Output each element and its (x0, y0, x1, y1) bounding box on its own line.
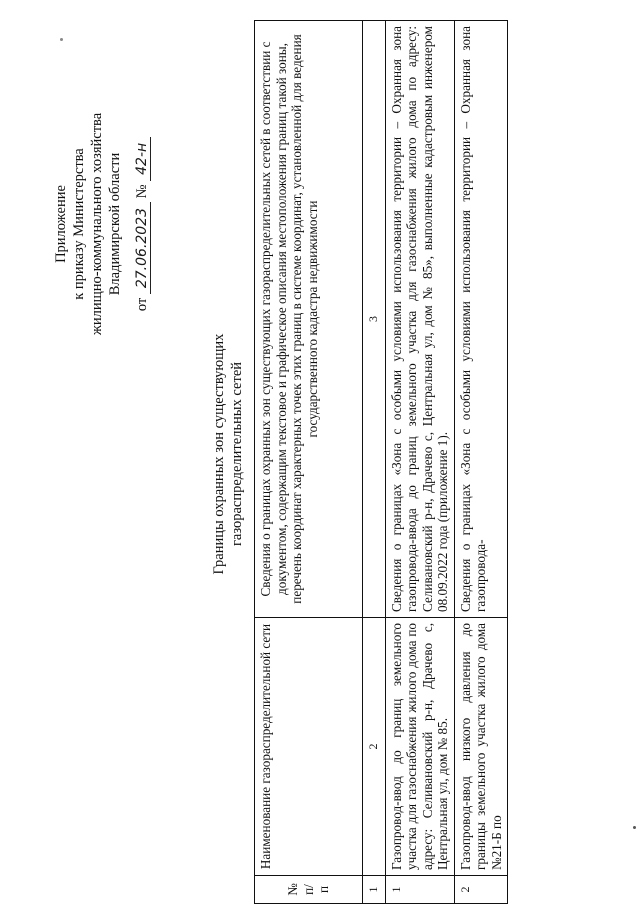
column-number: 1 (363, 876, 386, 904)
header-zone-info: Сведения о границах охранных зон существующих газораспределительных сетей в соответствии с документом, содержащим текстовое и графическое описания местоположения границ такой зоны, перечень координат характерных точек этих границ в системе координат, установленной для ведения государственного кадастра недвижимости (255, 21, 363, 618)
appendix-header (52, 74, 124, 374)
zones-table (254, 20, 508, 904)
column-number: 2 (363, 618, 386, 876)
zone-info: Сведения о границах «Зона с особыми условиями использования территории – Охранная зона газопровода- (454, 21, 508, 618)
header-line: жилищно-коммунального хозяйства (89, 112, 105, 336)
column-number-row (363, 21, 386, 904)
zone-info: Сведения о границах «Зона с особыми условиями использования территории – Охранная зона газопровода-ввода до границ земельного участка для газоснабжения жилого дома по адресу: Селивановский р-н, Драчево с, Центральная ул, дом № 85», выполненные кадастровым инженером 08.09.2022 года (приложение 1). (385, 21, 454, 618)
order-number: 42-н (134, 137, 151, 181)
title-line: газораспределительных сетей (229, 361, 245, 547)
table-row (454, 21, 508, 904)
column-number: 3 (363, 21, 386, 618)
table-header-row (255, 21, 363, 904)
document-title (210, 294, 246, 614)
network-name: Газопровод-ввод до границ земельного участка для газоснабжения жилого дома по адресу: Селивановский р-н, Драчево с, Центральная ул, дом № 85. (385, 618, 454, 876)
header-network-name: Наименование газораспределительной сети (255, 618, 363, 876)
header-line: Приложение (53, 185, 69, 263)
header-line: Владимирской области (107, 152, 123, 296)
header-line: к приказу Министерства (71, 148, 87, 300)
row-number: 1 (385, 876, 454, 904)
order-line (132, 74, 152, 374)
header-number: № п/п (255, 876, 363, 904)
order-date: 27.06.2023 (134, 202, 151, 294)
order-prefix: от (134, 297, 150, 312)
title-line: Границы охранных зон существующих (211, 333, 227, 575)
network-name: Газопровод-ввод низкого давления до границы земельного участка жилого дома №21-Б по (454, 618, 508, 876)
table-row (385, 21, 454, 904)
order-number-sign: № (134, 184, 150, 199)
row-number: 2 (454, 876, 508, 904)
